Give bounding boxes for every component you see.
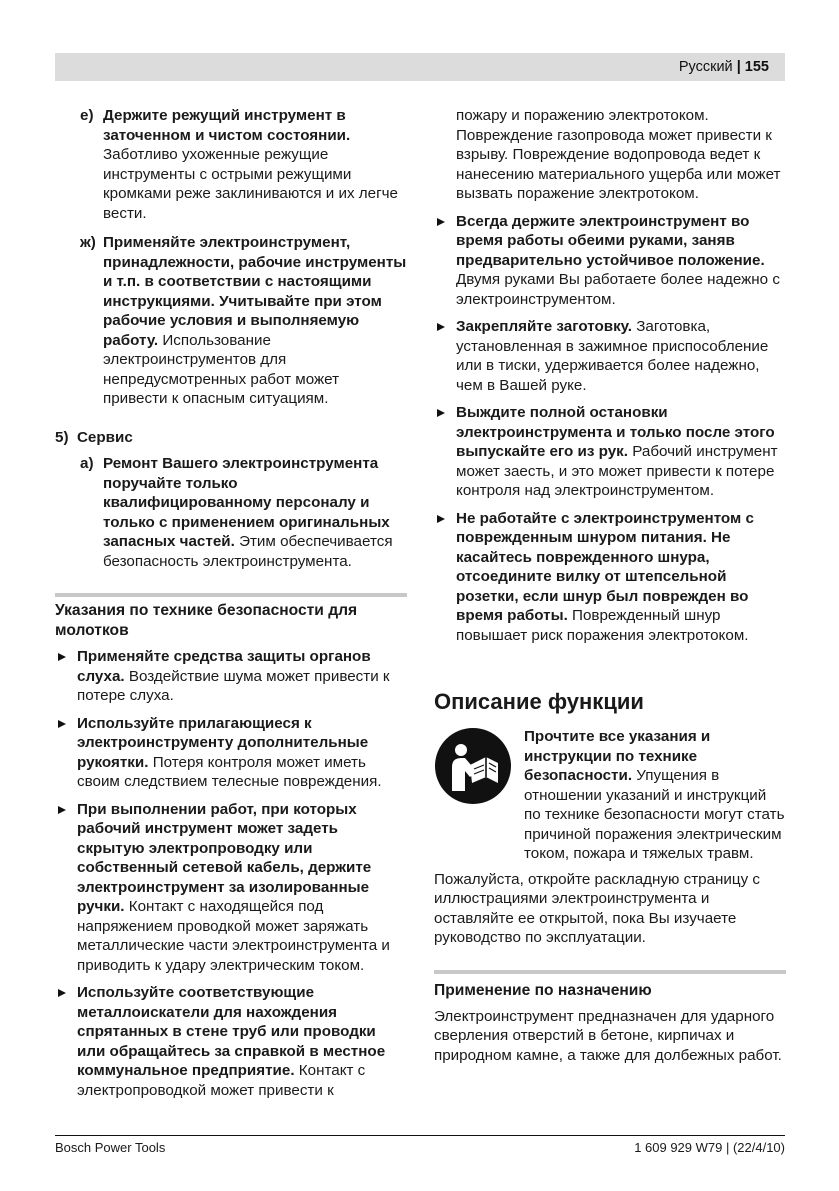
page-header	[55, 53, 785, 81]
item-text: Заботливо ухоженные режущие инструменты с острыми режущими кромками реже заклиниваются и их легче вести.	[103, 146, 398, 222]
item-bold-text: Ремонт Вашего электроинструмента поручайте только квалифицированному персоналу и только с применением оригинальных запасных частей.	[103, 455, 390, 550]
bullet-item	[434, 212, 786, 310]
read-instructions-block	[434, 727, 786, 864]
bullet-text: Двумя руками Вы работаете более надежно с электроинструментом.	[456, 271, 780, 308]
bullet-text: Потеря контроля может иметь своим следствием телесные повреждения.	[77, 753, 382, 790]
bullet-text: Рабочий инструмент может заесть, и это может привести к потере контроля над электроинструментом.	[456, 443, 778, 499]
item-label: ж)	[80, 234, 96, 251]
bullet-item	[55, 983, 407, 1100]
arrow-bullet-icon	[58, 653, 66, 661]
arrow-bullet-icon	[58, 989, 66, 997]
item-label: e)	[80, 107, 94, 124]
section-divider	[434, 970, 786, 974]
bullet-bold-text: Используйте соответствующие металлоискатели для нахождения спрятанных в стене труб или проводки или обращайтесь за справкой в местное коммунальное предприятие.	[77, 984, 386, 1079]
list-item-a	[55, 454, 407, 571]
footer-brand: Bosch Power Tools	[55, 1140, 166, 1155]
bullet-text: Поврежденный шнур повышает риск поражения электротоком.	[456, 607, 749, 644]
arrow-bullet-icon	[437, 409, 445, 417]
bullet-text: Воздействие шума может привести к потере слуха.	[77, 667, 390, 704]
bullet-bold-text: Применяйте средства защиты органов слуха.	[77, 648, 371, 685]
bullet-item	[434, 403, 786, 501]
arrow-bullet-icon	[437, 515, 445, 523]
read-instructions-bold: Прочтите все указания и инструкции по технике безопасности.	[524, 728, 711, 784]
header-page-number: 155	[744, 59, 769, 75]
bullet-item	[55, 800, 407, 976]
arrow-bullet-icon	[58, 720, 66, 728]
bullet-bold-text: Используйте прилагающиеся к электроинструменту дополнительные рукоятки.	[77, 714, 369, 771]
header-separator: |	[736, 59, 741, 75]
left-column	[55, 106, 407, 1100]
foldout-text: Пожалуйста, откройте раскладную страницу с иллюстрациями электроинструмента и оставляйте ее открытой, пока Вы изучаете руководство по эксплуатации.	[434, 870, 761, 946]
item-text: Использование электроинструментов для непредусмотренных работ может привести к опасным ситуациям.	[103, 331, 340, 407]
item-label: a)	[80, 455, 94, 472]
bullet-bold-text: При выполнении работ, при которых рабочий инструмент может задеть скрытую электропроводку или собственный сетевой кабель, держите электроинструмент за изолированные ручки.	[77, 800, 372, 915]
item-text: Этим обеспечивается безопасность электроинструмента.	[103, 533, 393, 570]
bullet-text: Контакт с электропроводкой может привести к	[77, 1062, 366, 1099]
bullet-bold-text: Выждите полной остановки электроинструмента и только после этого выпускайте его из рук.	[456, 404, 775, 460]
bullet-item	[434, 509, 786, 646]
footer-doc-id: 1 609 929 W79 | (22/4/10)	[634, 1140, 785, 1155]
bullet-text: Контакт с находящейся под напряжением проводкой может заряжать металлические части электроинструмента и приводить к удару электрическим током.	[77, 898, 390, 974]
section-title: Сервис	[76, 428, 133, 446]
item-bold-text: Держите режущий инструмент в заточенном и чистом состоянии.	[103, 107, 351, 144]
bullet-bold-text: Закрепляйте заготовку.	[456, 318, 633, 335]
header-text	[679, 59, 769, 75]
right-column	[434, 106, 786, 1065]
intended-use-text: Электроинструмент предназначен для ударного сверления отверстий в бетоне, кирпичах и природном камне, а также для долбежных работ.	[434, 1007, 782, 1064]
section-divider	[55, 593, 407, 597]
read-manual-icon	[434, 727, 512, 805]
section-number: 5)	[55, 428, 69, 446]
function-heading: Описание функции	[434, 689, 644, 714]
bullet-bold-text: Не работайте с электроинструментом с поврежденным шнуром питания. Не касайтесь поврежденного шнура, отсоедините вилку от штепсельной розетки, если шнур был поврежден во время работы.	[456, 509, 754, 624]
bullet-item	[55, 647, 407, 706]
bullet-bold-text: Всегда держите электроинструмент во время работы обеими руками, заняв предварительно устойчивое положение.	[456, 212, 765, 269]
header-language: Русский	[678, 59, 733, 75]
arrow-bullet-icon	[437, 323, 445, 331]
continuation-text: пожару и поражению электротоком. Повреждение газопровода может привести к взрыву. Повреждение водопровода ведет к нанесению материального ущерба или может вызвать поражение электротоком.	[456, 107, 781, 202]
read-instructions-text: Упущения в отношении указаний и инструкций по технике безопасности могут стать причиной поражения электрическим током, пожара и тяжелых травм.	[524, 767, 785, 862]
arrow-bullet-icon	[437, 218, 445, 226]
hammer-section-title: Указания по технике безопасности для молотков	[55, 602, 358, 639]
section-5-heading	[55, 428, 407, 448]
intended-use-title: Применение по назначению	[434, 981, 652, 999]
bullet-item	[55, 714, 407, 792]
item-bold-text: Применяйте электроинструмент, принадлежности, рабочие инструменты и т.п. в соответствии с настоящими инструкциями. Учитывайте при этом рабочие условия и выполняемую работу.	[103, 234, 407, 349]
arrow-bullet-icon	[58, 806, 66, 814]
list-item-zh	[55, 233, 407, 409]
bullet-text: Заготовка, установленная в зажимное приспособление или в тиски, удерживается более надежно, чем в Вашей руке.	[456, 318, 769, 394]
list-item-e	[55, 106, 407, 223]
footer-rule	[55, 1135, 785, 1136]
bullet-item	[434, 317, 786, 395]
